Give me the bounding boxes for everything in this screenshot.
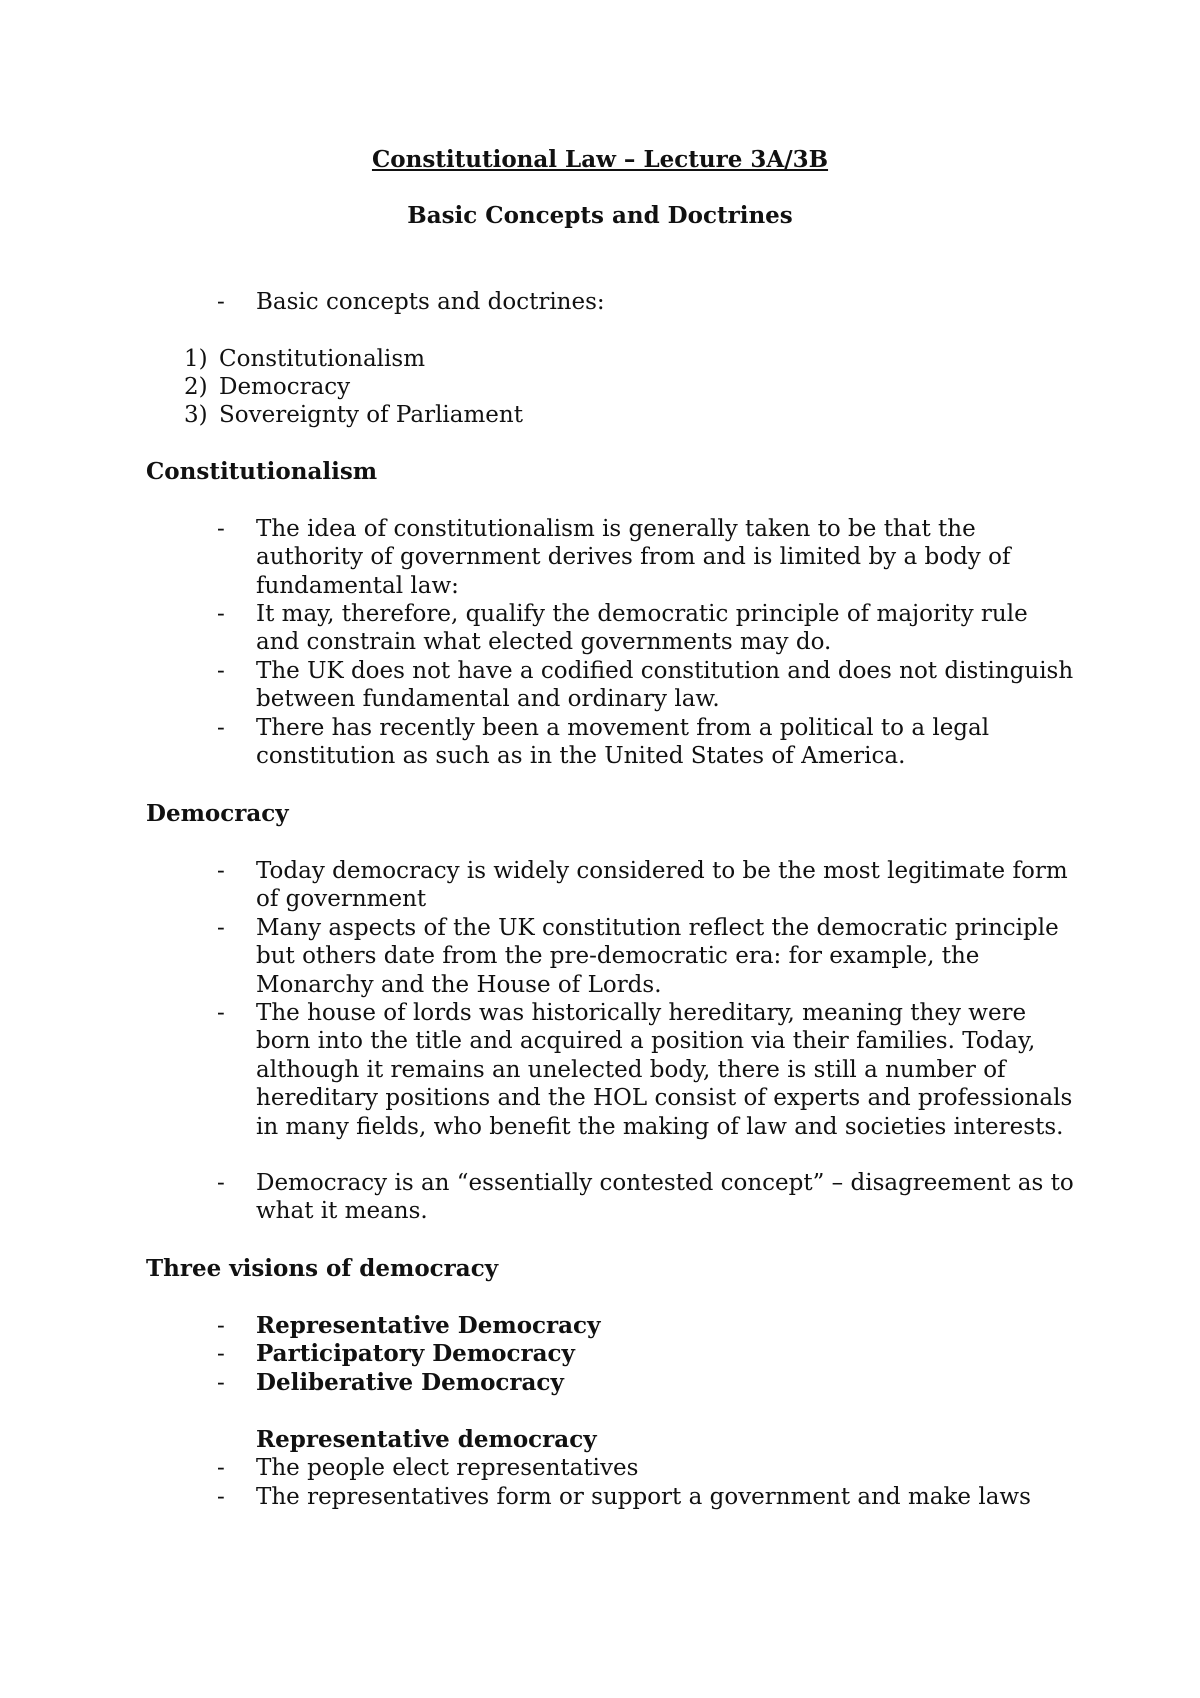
list-item: Participatory Democracy [256,1340,575,1367]
list-item: The people elect representatives [256,1455,639,1481]
bullet-marker: - [217,658,225,684]
list-item: The house of lords was historically hereditary, meaning they were born into the title and acquired a position via their families. Today, although it remains an unelected body, there is still a number of hereditary positions and the HOL consist of experts and professionals in many fields, who benefit the making of law and societies interests. [256,1000,1073,1140]
list-item: The UK does not have a codified constitution and does not distinguish between fundamental and ordinary law. [256,658,1074,713]
list-number: 2) [184,374,208,400]
list-item: The idea of constitutionalism is generally taken to be that the authority of government derives from and is limited by a body of fundamental law: [256,516,1011,599]
list-item: Constitutionalism [219,346,426,372]
bullet-marker: - [217,516,225,542]
list-item: There has recently been a movement from a political to a legal constitution as such as in the United States of America. [256,715,990,770]
bullet-marker: - [217,858,225,884]
bullet-marker: - [217,601,225,627]
list-item: Representative Democracy [256,1312,601,1339]
list-number: 3) [184,402,208,428]
bullet-marker: - [217,1000,225,1026]
bullet-marker: - [217,715,225,741]
bullet-marker: - [217,289,225,315]
section-heading-visions: Three visions of democracy [146,1255,499,1282]
list-item: Many aspects of the UK constitution reflect the democratic principle but others date from the pre-democratic era: for example, the Monarchy and the House of Lords. [256,915,1059,998]
document-subtitle: Basic Concepts and Doctrines [407,202,793,229]
document-title: Constitutional Law – Lecture 3A/3B [371,146,829,173]
section-heading-democracy: Democracy [146,800,289,827]
subsection-heading-representative: Representative democracy [256,1426,597,1453]
bullet-marker: - [217,1313,225,1339]
bullet-marker: - [217,1170,225,1196]
bullet-marker: - [217,1455,225,1481]
list-item: Deliberative Democracy [256,1369,564,1396]
intro-bullet: Basic concepts and doctrines: [256,289,605,315]
list-number: 1) [184,346,208,372]
bullet-marker: - [217,1341,225,1367]
list-item: It may, therefore, qualify the democratic principle of majority rule and constrain what elected governments may do. [256,601,1028,656]
list-item: Democracy is an “essentially contested concept” – disagreement as to what it means. [256,1170,1074,1225]
bullet-marker: - [217,1370,225,1396]
list-item: Democracy [219,374,351,400]
list-item: The representatives form or support a government and make laws [256,1484,1031,1510]
bullet-marker: - [217,915,225,941]
list-item: Today democracy is widely considered to be the most legitimate form of government [256,858,1068,913]
bullet-marker: - [217,1484,225,1510]
section-heading-constitutionalism: Constitutionalism [146,458,378,485]
list-item: Sovereignty of Parliament [219,402,523,428]
